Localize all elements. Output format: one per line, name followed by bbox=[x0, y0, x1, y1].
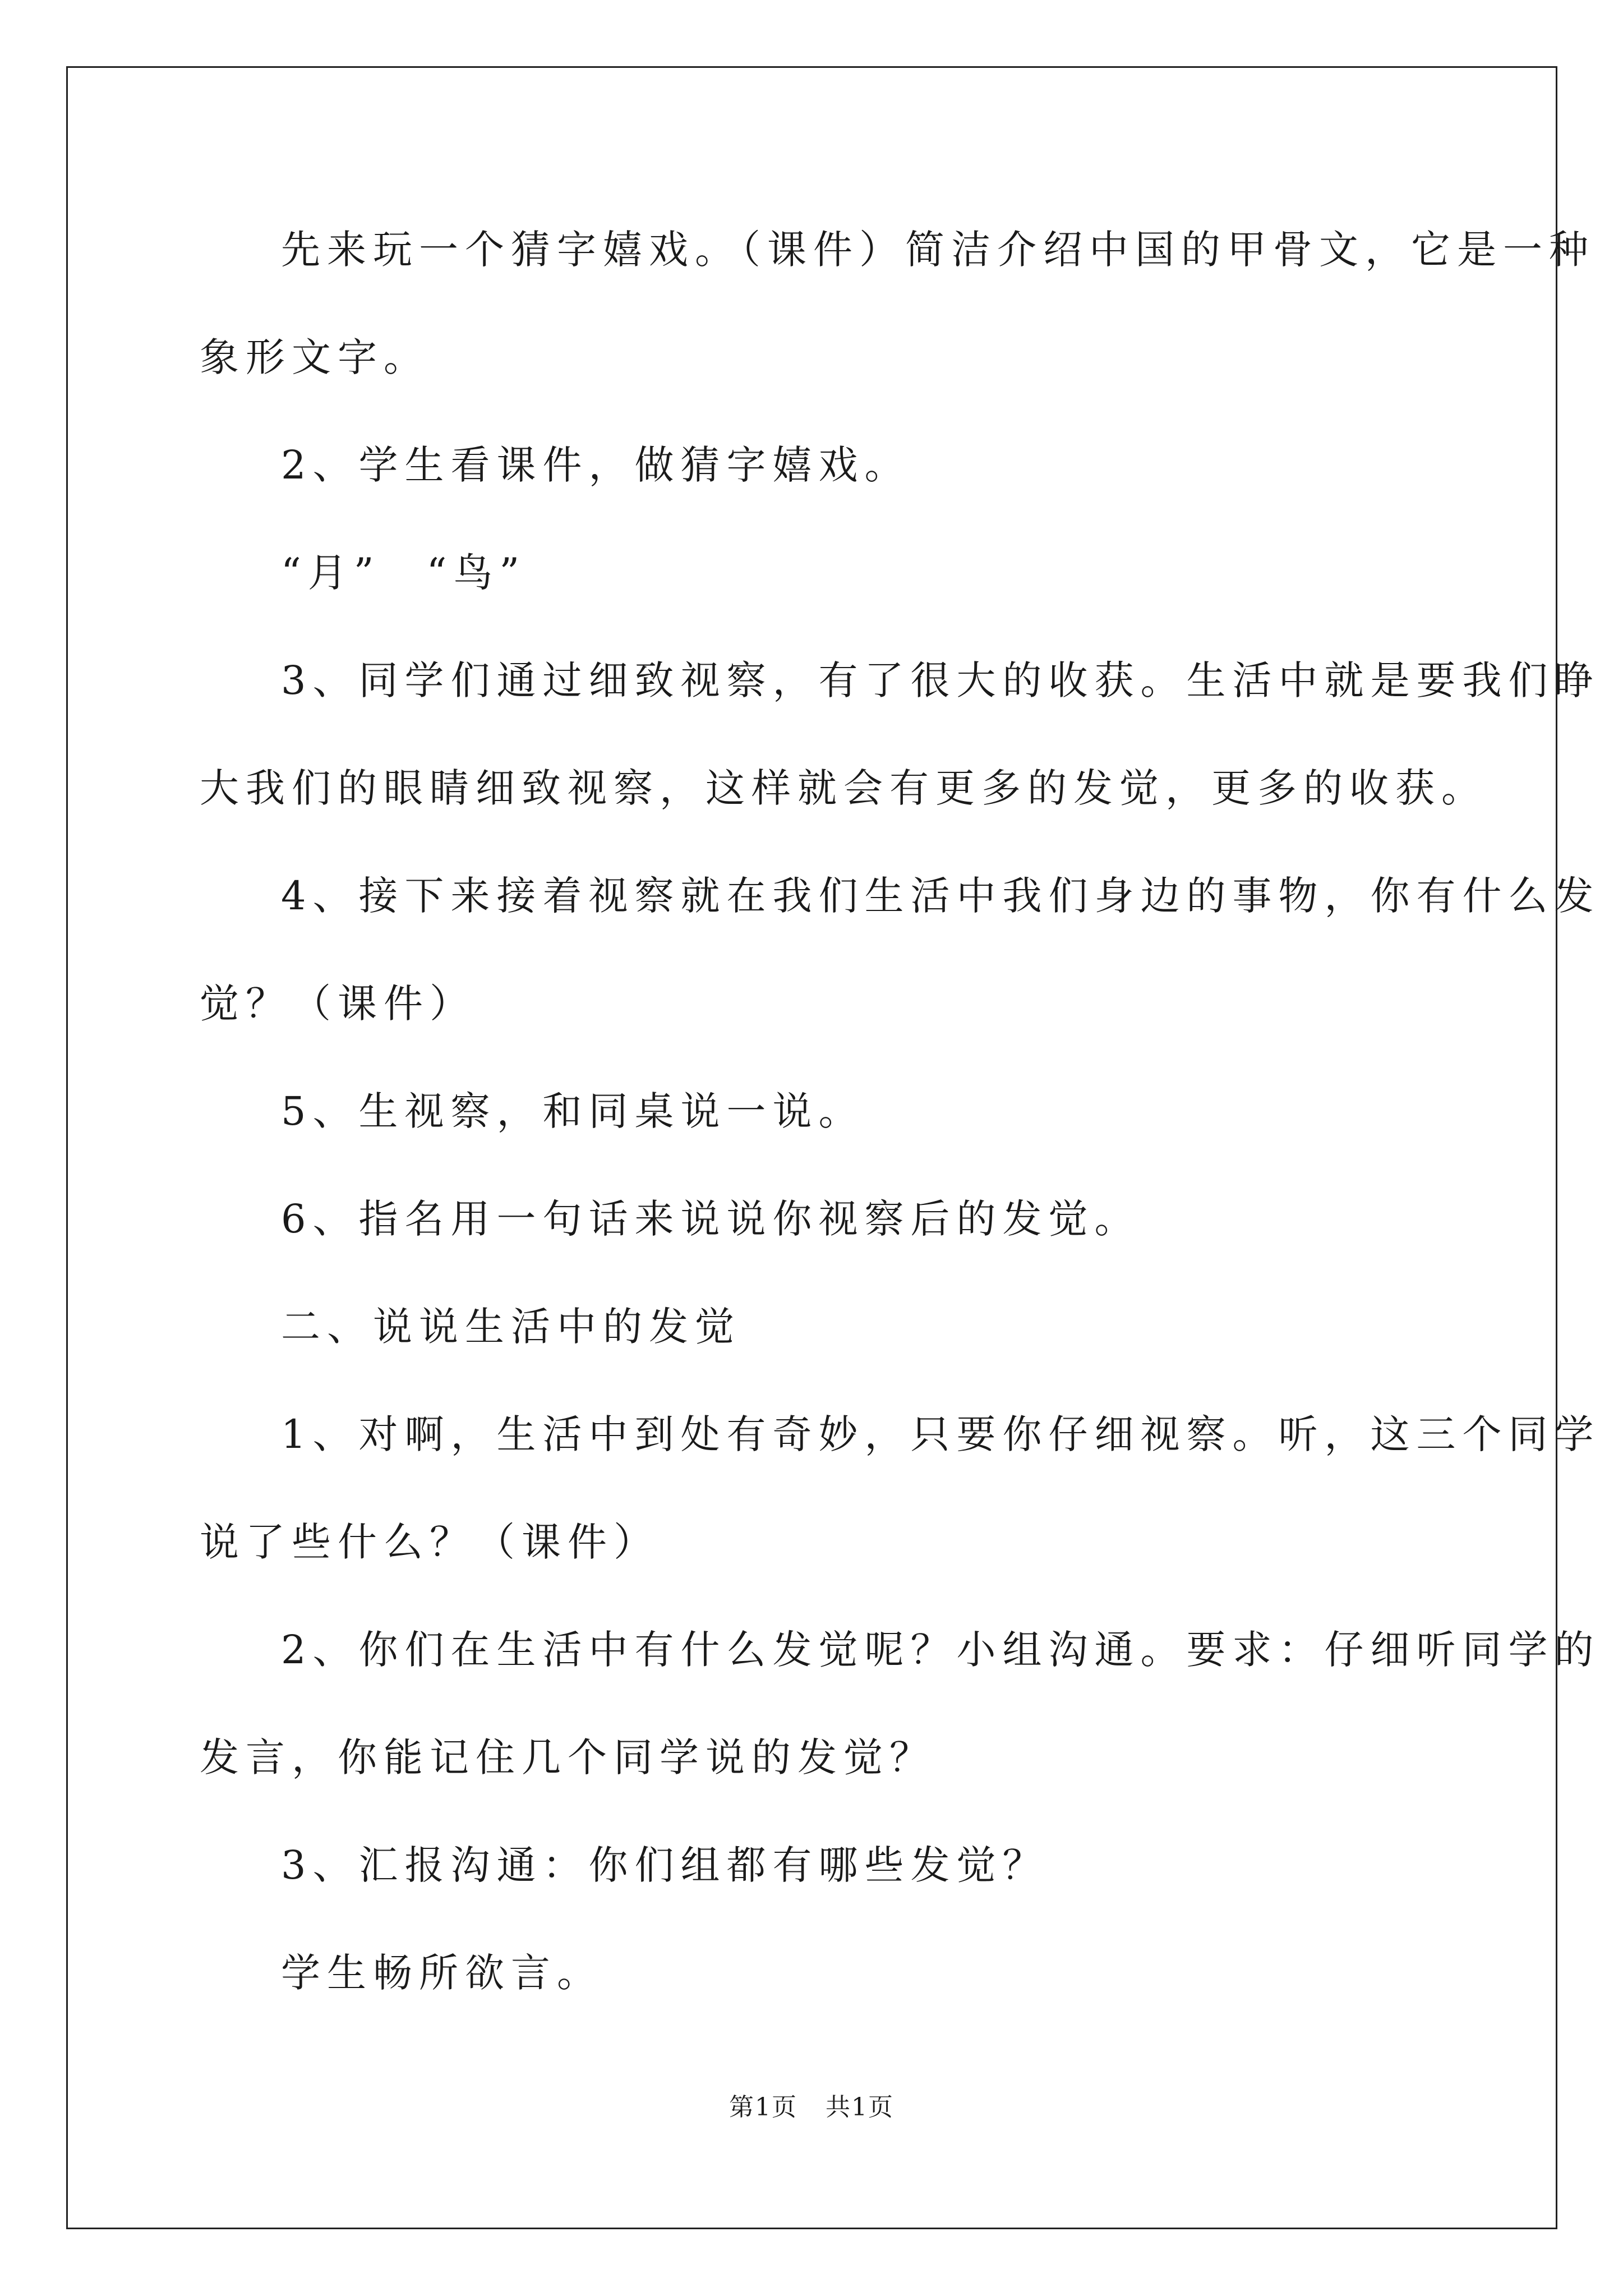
paragraph-line: 3、同学们通过细致视察，有了很大的收获。生活中就是要我们睁 bbox=[281, 657, 1601, 703]
paragraph-line: 先来玩一个猜字嬉戏。（课件）简洁介绍中国的甲骨文，它是一种 bbox=[281, 227, 1595, 273]
paragraph-line: 2、你们在生活中有什么发觉呢？小组沟通。要求：仔细听同学的 bbox=[281, 1627, 1601, 1673]
paragraph-line: “月” “鸟” bbox=[281, 550, 527, 596]
paragraph-line: 大我们的眼睛细致视察，这样就会有更多的发觉，更多的收获。 bbox=[200, 765, 1487, 811]
paragraph-line: 觉？（课件） bbox=[200, 981, 476, 1027]
page-number-total: 共1页 bbox=[826, 2093, 894, 2122]
paragraph-line: 4、接下来接着视察就在我们生活中我们身边的事物，你有什么发 bbox=[281, 873, 1601, 919]
paragraph-line: 学生畅所欲言。 bbox=[281, 1950, 603, 1996]
paragraph-line: 说了些什么？（课件） bbox=[200, 1519, 660, 1565]
paragraph-line: 5、生视察，和同桌说一说。 bbox=[281, 1088, 865, 1134]
paragraph-line: 6、指名用一句话来说说你视察后的发觉。 bbox=[281, 1196, 1141, 1242]
page-border bbox=[66, 66, 1557, 2229]
paragraph-line: 发言，你能记住几个同学说的发觉？ bbox=[200, 1734, 935, 1780]
paragraph-line: 1、对啊，生活中到处有奇妙，只要你仔细视察。听，这三个同学 bbox=[281, 1411, 1601, 1457]
paragraph-line: 2、学生看课件，做猜字嬉戏。 bbox=[281, 442, 911, 488]
paragraph-line: 3、汇报沟通：你们组都有哪些发觉？ bbox=[281, 1842, 1049, 1888]
page-footer bbox=[0, 2091, 1623, 2124]
section-heading: 二、说说生活中的发觉 bbox=[281, 1304, 741, 1350]
paragraph-line: 象形文字。 bbox=[200, 334, 430, 380]
page-number-current: 第1页 bbox=[729, 2093, 797, 2122]
